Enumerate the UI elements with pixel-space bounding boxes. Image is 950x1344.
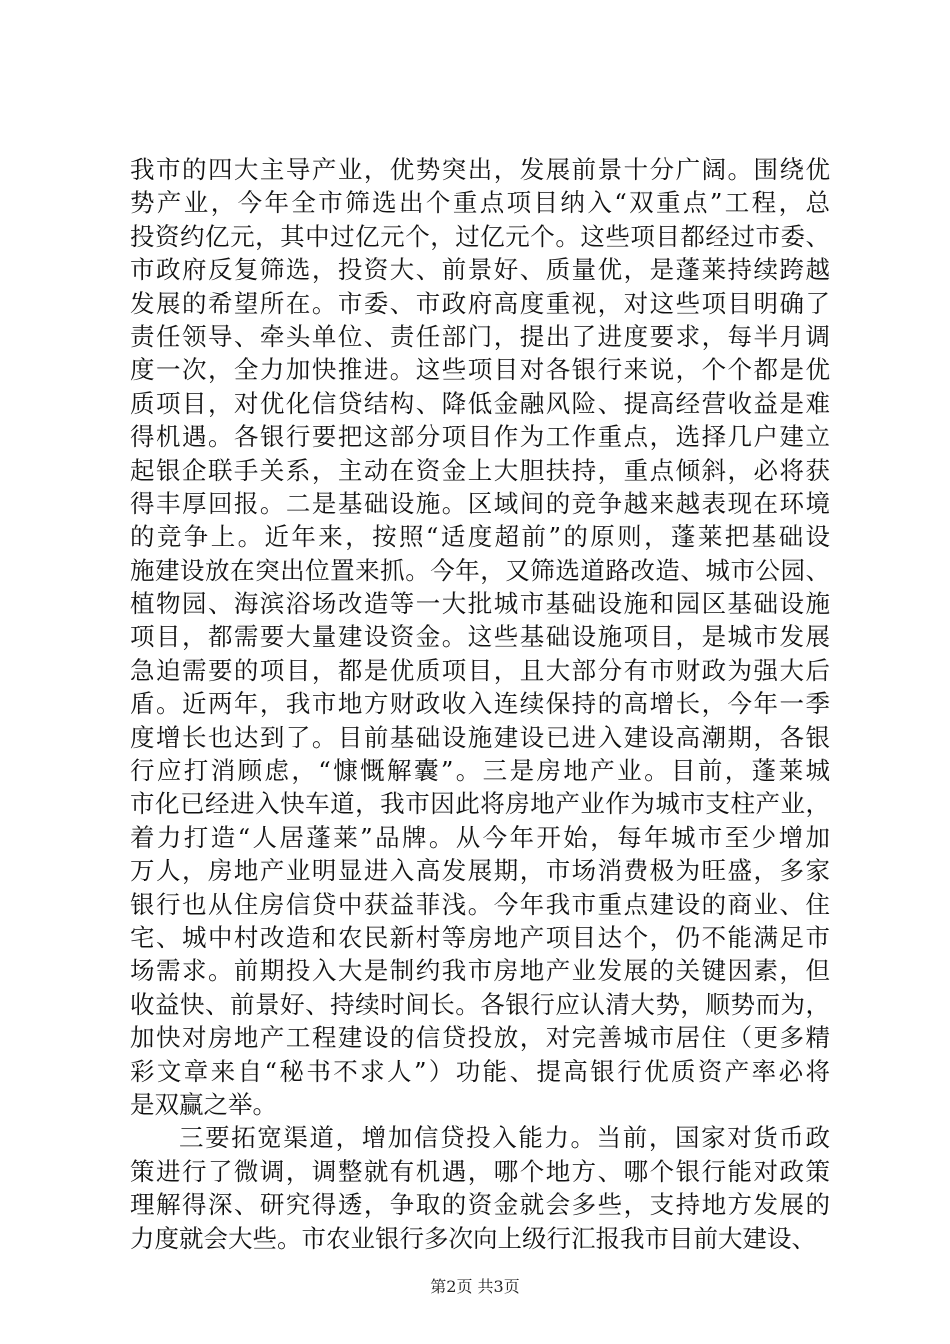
paragraph-line: 的竞争上。近年来，按照“适度超前”的原则，蓬莱把基础设 — [130, 522, 830, 552]
paragraph-line: 我市的四大主导产业，优势突出，发展前景十分广阔。围绕优 — [130, 155, 830, 184]
paragraph-line: 宅、城中村改造和农民新村等房地产项目达个，仍不能满足市 — [130, 922, 830, 952]
paragraph-line: 投资约亿元，其中过亿元个，过亿元个。这些项目都经过市委、 — [130, 221, 830, 251]
paragraph-line: 盾。近两年，我市地方财政收入连续保持的高增长，今年一季 — [130, 689, 830, 719]
paragraph-line: 植物园、海滨浴场改造等一大批城市基础设施和园区基础设施 — [130, 589, 830, 619]
paragraph — [130, 153, 830, 1121]
document-body — [130, 153, 830, 1255]
paragraph-line: 市政府反复筛选，投资大、前景好、质量优，是蓬莱持续跨越 — [130, 255, 830, 285]
paragraph-line: 加快对房地产工程建设的信贷投放，对完善城市居住（更多精 — [130, 1023, 830, 1053]
paragraph-line: 发展的希望所在。市委、市政府高度重视，对这些项目明确了 — [130, 288, 830, 318]
paragraph-line: 理解得深、研究得透，争取的资金就会多些，支持地方发展的 — [130, 1190, 830, 1220]
paragraph-line: 收益快、前景好、持续时间长。各银行应认清大势，顺势而为， — [130, 989, 830, 1019]
paragraph-line: 得机遇。各银行要把这部分项目作为工作重点，选择几户建立 — [130, 422, 830, 452]
paragraph-line: 是双赢之举。 — [130, 1089, 277, 1119]
paragraph-line: 三要拓宽渠道，增加信贷投入能力。当前，国家对货币政 — [179, 1123, 830, 1153]
page-number-label: 第2页 共3页 — [430, 1277, 520, 1296]
paragraph-line: 行应打消顾虑，“慷慨解囊”。三是房地产业。目前，蓬莱城 — [130, 756, 830, 786]
paragraph-line: 责任领导、牵头单位、责任部门，提出了进度要求，每半月调 — [130, 321, 830, 351]
paragraph-line: 势产业，今年全市筛选出个重点项目纳入“双重点”工程，总 — [130, 188, 830, 218]
paragraph-line: 着力打造“人居蓬莱”品牌。从今年开始，每年城市至少增加 — [130, 822, 830, 852]
paragraph-line: 场需求。前期投入大是制约我市房地产业发展的关键因素，但 — [130, 956, 830, 986]
paragraph-line: 万人，房地产业明显进入高发展期，市场消费极为旺盛，多家 — [130, 856, 830, 886]
paragraph-line: 力度就会大些。市农业银行多次向上级行汇报我市目前大建设、 — [130, 1223, 816, 1253]
paragraph-line: 得丰厚回报。二是基础设施。区域间的竞争越来越表现在环境 — [130, 488, 830, 518]
page-footer — [0, 1276, 950, 1298]
paragraph-line: 项目，都需要大量建设资金。这些基础设施项目，是城市发展 — [130, 622, 830, 652]
paragraph-line: 彩文章来自“秘书不求人”）功能、提高银行优质资产率必将 — [130, 1056, 830, 1086]
paragraph-line: 市化已经进入快车道，我市因此将房地产业作为城市支柱产业， — [130, 789, 830, 819]
paragraph-line: 起银企联手关系，主动在资金上大胆扶持，重点倾斜，必将获 — [130, 455, 830, 485]
paragraph-line: 度增长也达到了。目前基础设施建设已进入建设高潮期，各银 — [130, 722, 830, 752]
paragraph-line: 施建设放在突出位置来抓。今年，又筛选道路改造、城市公园、 — [130, 555, 830, 585]
paragraph-line: 急迫需要的项目，都是优质项目，且大部分有市财政为强大后 — [130, 655, 830, 685]
paragraph-line: 度一次，全力加快推进。这些项目对各银行来说，个个都是优 — [130, 355, 830, 385]
paragraph-line: 银行也从住房信贷中获益菲浅。今年我市重点建设的商业、住 — [130, 889, 830, 919]
paragraph — [130, 1121, 830, 1255]
paragraph-line: 质项目，对优化信贷结构、降低金融风险、提高经营收益是难 — [130, 388, 830, 418]
paragraph-line: 策进行了微调，调整就有机遇，哪个地方、哪个银行能对政策 — [130, 1156, 830, 1186]
